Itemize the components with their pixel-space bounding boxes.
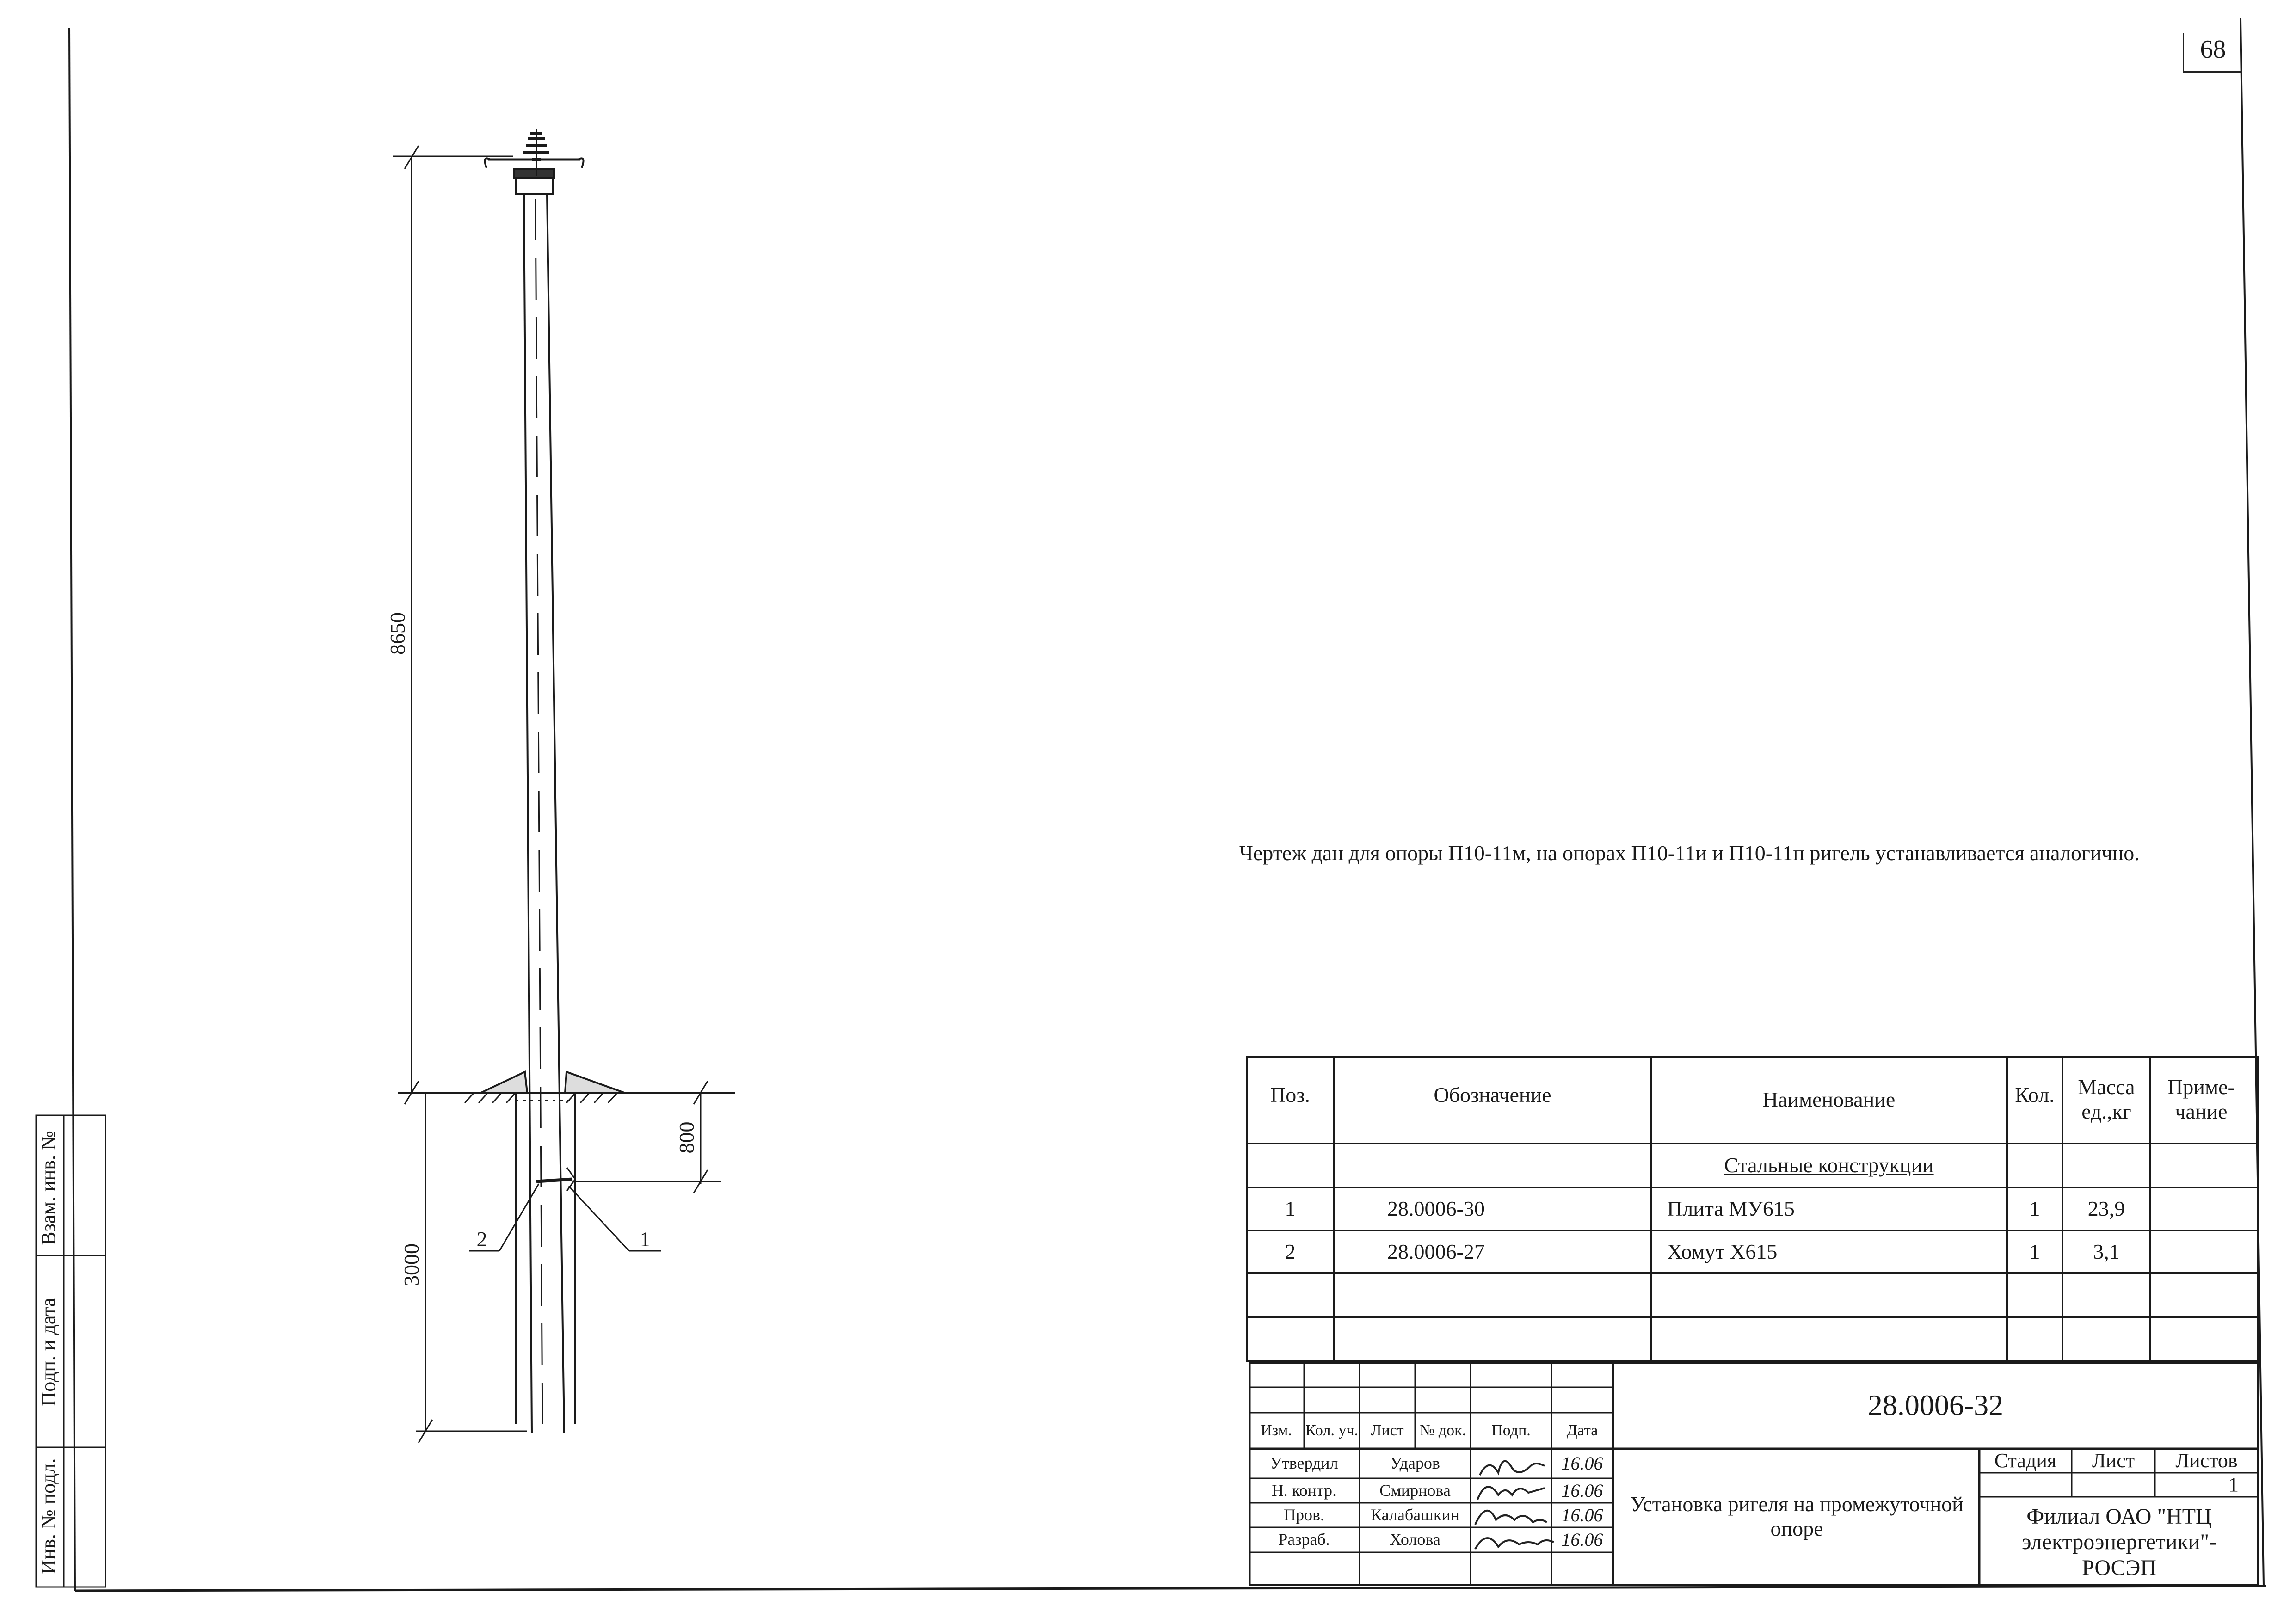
row1-designation: 28.0006-30 [1387, 1197, 1485, 1221]
row2-qty: 1 [2029, 1239, 2040, 1263]
signatory-name: Смирнова [1379, 1481, 1451, 1500]
col-header-podp: Подп. [1491, 1422, 1531, 1439]
signatory-name: Калабашкин [1371, 1505, 1459, 1524]
col-header-data: Дата [1566, 1422, 1598, 1439]
signatory-date: 16.06 [1561, 1504, 1603, 1526]
signatory-name: Ударов [1390, 1454, 1440, 1473]
pole-drawing [379, 116, 795, 1457]
header-qty: Кол. [2015, 1083, 2055, 1107]
organization: Филиал ОАО "НТЦ электроэнергетики"- РОСЭП [2021, 1504, 2217, 1580]
header-note: Приме-чание [2167, 1075, 2235, 1123]
signatory-date: 16.06 [1561, 1480, 1603, 1501]
spec-table [1246, 1056, 2259, 1362]
sheets-value: 1 [2228, 1473, 2239, 1496]
section-title: Стальные конструкции [1724, 1153, 1934, 1177]
signatures [1475, 1461, 1554, 1549]
callout-2: 2 [476, 1227, 487, 1251]
stamp-label-podp-data: Подп. и дата [37, 1298, 60, 1407]
dim-800: 800 [675, 1121, 698, 1154]
col-header-n-dok: № док. [1419, 1422, 1466, 1439]
pole-right-edge [547, 194, 564, 1433]
page-number: 68 [2200, 35, 2226, 64]
title-doc-code: 28.0006-32 [1867, 1389, 2004, 1422]
drawing-note: Чертеж дан для опоры П10-11м, на опорах П10-11и и П10-11п ригель устанавливается аналогично. [1239, 841, 2140, 865]
col-header-list: Лист [1371, 1422, 1404, 1439]
signatory-role: Утвердил [1270, 1454, 1338, 1473]
drawing-title: Установка ригеля на промежуточной опоре [1630, 1492, 1964, 1540]
signatory-name: Холова [1390, 1530, 1440, 1549]
row2-designation: 28.0006-27 [1387, 1239, 1485, 1263]
title-block [1249, 1362, 2259, 1586]
side-stamp [32, 1114, 106, 1588]
signatory-date: 16.06 [1561, 1453, 1603, 1474]
callout-1: 1 [640, 1227, 651, 1251]
page-number-box [2183, 33, 2242, 73]
signatory-date: 16.06 [1561, 1529, 1603, 1550]
signatory-role: Пров. [1284, 1505, 1324, 1524]
row2-name: Хомут Х615 [1667, 1239, 1778, 1263]
row1-qty: 1 [2029, 1197, 2040, 1221]
header-designation: Обозначение [1434, 1083, 1551, 1107]
sheet-label: Лист [2092, 1449, 2135, 1472]
signatory-role: Н. контр. [1271, 1481, 1337, 1500]
col-header-kol-uch: Кол. уч. [1305, 1422, 1359, 1439]
stamp-label-vzam-inv: Взам. инв. № [37, 1131, 60, 1245]
row1-pos: 1 [1285, 1197, 1296, 1221]
header-name: Наименование [1762, 1087, 1896, 1111]
signatory-role: Разраб. [1278, 1530, 1330, 1549]
row1-mass: 23,9 [2087, 1197, 2125, 1221]
pole-left-edge [524, 194, 532, 1433]
header-pos: Поз. [1270, 1083, 1310, 1107]
dim-3000: 3000 [400, 1243, 423, 1286]
row2-pos: 2 [1285, 1239, 1296, 1263]
sheets-label: Листов [2175, 1449, 2238, 1472]
header-mass: Масса ед.,кг [2078, 1075, 2135, 1123]
dim-8650: 8650 [386, 612, 409, 655]
row2-mass: 3,1 [2093, 1239, 2120, 1263]
stamp-label-inv-podl: Инв. № подл. [37, 1458, 60, 1575]
row1-name: Плита МУ615 [1667, 1197, 1795, 1221]
stage-label: Стадия [1994, 1449, 2057, 1472]
col-header-izm: Изм. [1261, 1422, 1292, 1439]
